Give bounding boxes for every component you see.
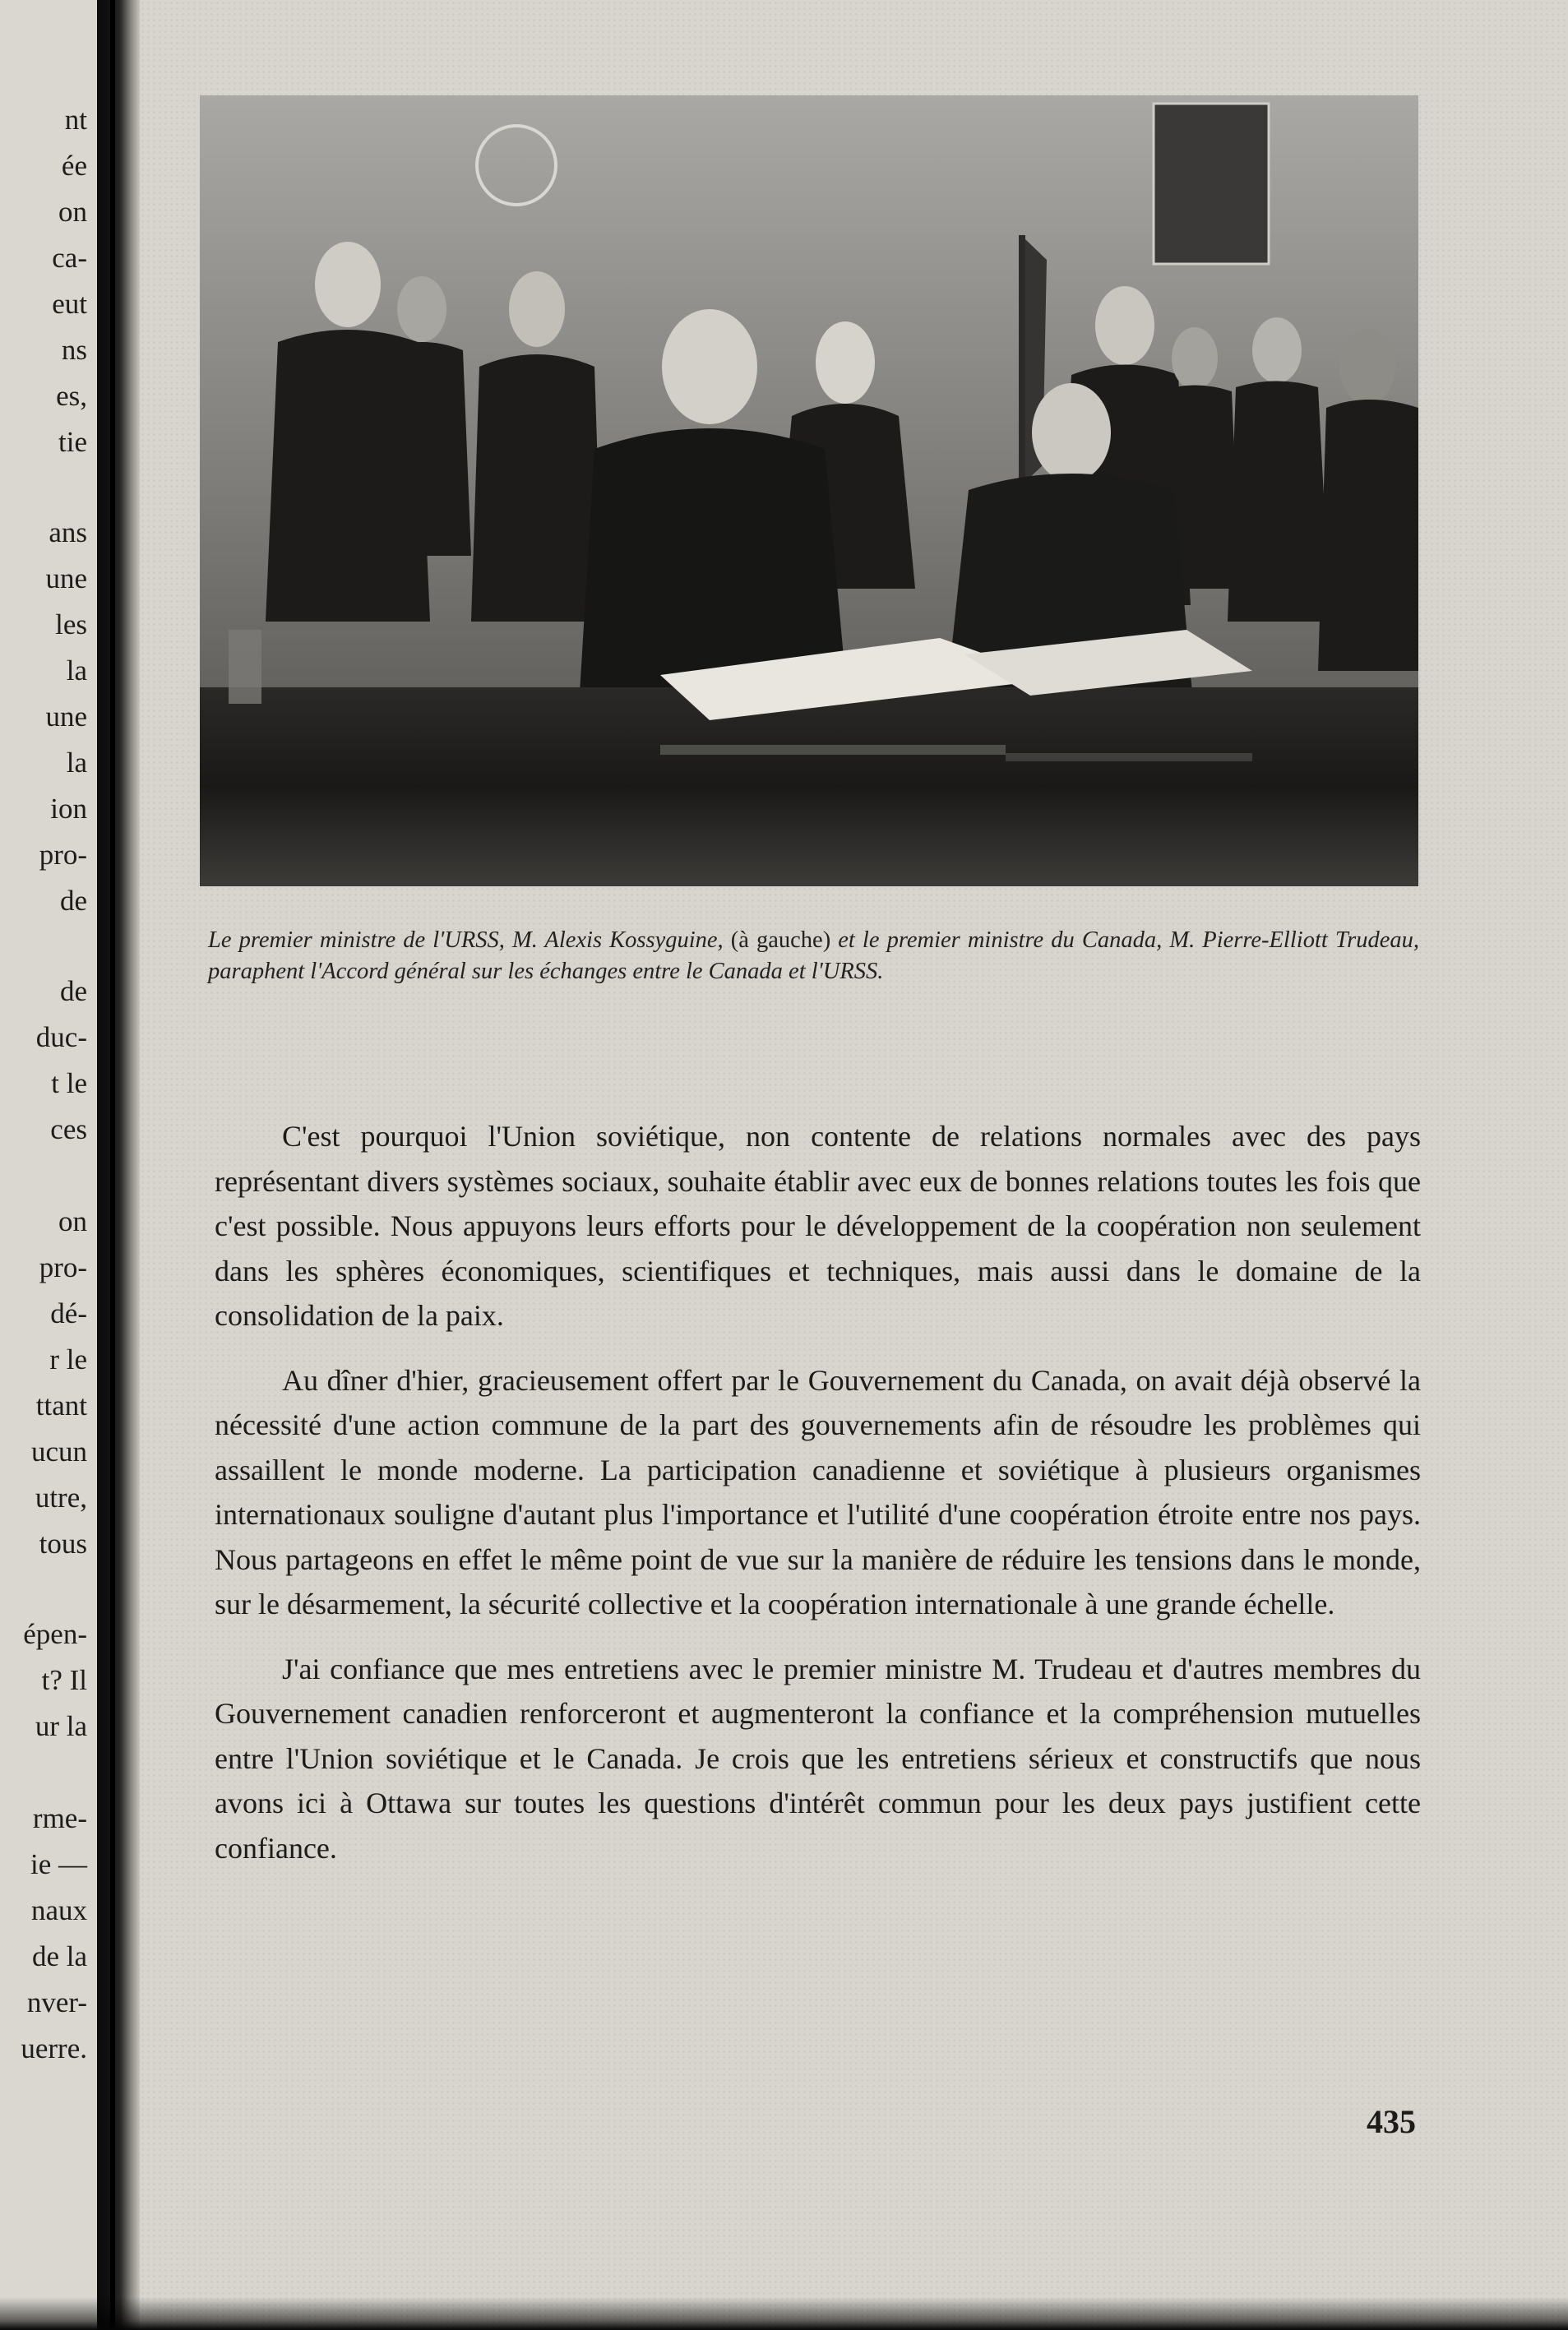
photo-caption xyxy=(208,925,1419,987)
left-page-fragment: r le xyxy=(49,1343,87,1375)
left-page-fragment: t le xyxy=(51,1067,87,1099)
left-page-fragment: utre, xyxy=(35,1482,87,1514)
signing-photograph xyxy=(200,95,1418,886)
left-page-fragment: ns xyxy=(61,334,87,366)
left-page-fragment: de la xyxy=(31,1940,87,1972)
body-text xyxy=(215,1114,1421,1890)
conference-table xyxy=(200,687,1418,886)
left-page-fragment: de xyxy=(59,885,87,917)
wall-painting xyxy=(1154,104,1269,264)
left-page-fragment: ie — xyxy=(30,1848,87,1880)
bottom-edge-shadow xyxy=(0,2297,1568,2330)
water-glass xyxy=(229,630,261,704)
left-page-fragment: pro- xyxy=(39,1251,87,1283)
left-page-fragment: dé- xyxy=(50,1297,87,1329)
left-page-fragment: épen- xyxy=(23,1618,87,1650)
left-page-fragment: pro- xyxy=(39,839,87,871)
left-page-fragment: duc- xyxy=(35,1021,87,1053)
photo-illustration xyxy=(200,95,1418,886)
left-page-fragment: uerre. xyxy=(21,2032,87,2064)
left-page-fragment: naux xyxy=(30,1894,87,1926)
left-page-fragment: nver- xyxy=(26,1986,87,2018)
left-page-fragment: ée xyxy=(61,150,87,182)
left-page-fragment: la xyxy=(66,654,87,687)
caption-part3: et le premier ministre du Canada, M. Pierre-Elliott Trudeau, paraphent l'Accord général sur les échanges entre le Canada et l'URSS. xyxy=(208,927,1420,984)
left-page-fragment: ucun xyxy=(30,1435,87,1468)
left-page-fragment: nt xyxy=(64,104,87,136)
left-page-fragment: une xyxy=(45,700,87,733)
left-page-fragment: les xyxy=(55,608,87,640)
page-number: 435 xyxy=(1367,2103,1416,2140)
left-page-fragment: es, xyxy=(56,380,87,412)
caption-part2: (à gauche) xyxy=(730,927,831,953)
caption-part1: Le premier ministre de l'URSS, M. Alexis Kossyguine, xyxy=(208,927,724,953)
left-page-fragment: tie xyxy=(58,426,87,458)
body-paragraph-2: Au dîner d'hier, gracieusement offert par le Gouvernement du Canada, on avait déjà observé la nécessité d'une action commune de la part des gouvernements afin de résoudre les problèmes qui assaillent le monde moderne. La participation canadienne et soviétique à plusieurs organismes internationaux souligne d'autant plus l'importance et l'utilité d'une coopération étroite entre nos pays. Nous partageons en effet le même point de vue sur la manière de réduire les tensions dans le monde, sur le désarmement, la sécurité collective et la coopération internationale à une grande échelle. xyxy=(215,1363,1421,1620)
left-page-fragment: ion xyxy=(50,793,87,825)
left-page-fragment: ttant xyxy=(35,1389,87,1422)
left-page-fragment: rme- xyxy=(32,1802,87,1834)
body-paragraph-1: C'est pourquoi l'Union soviétique, non contente de relations normales avec des pays représentant divers systèmes sociaux, souhaite établir avec eux de bonnes relations toutes les fois que c'est possible. Nous appuyons leurs efforts pour le développement de la coopération non seulement dans les sphères économiques, scientifiques et techniques, mais aussi dans le domaine de la consolidation de la paix. xyxy=(215,1120,1421,1332)
left-page-fragment: ca- xyxy=(52,242,87,274)
left-page-fragment: eut xyxy=(52,288,87,320)
left-page-fragment: la xyxy=(66,747,87,779)
left-page-margin xyxy=(0,0,97,2330)
left-page-fragment: ur la xyxy=(35,1710,87,1742)
left-page-fragment: ces xyxy=(50,1113,87,1145)
left-page-fragment: on xyxy=(58,1205,87,1237)
body-paragraph-3: J'ai confiance que mes entretiens avec le premier ministre M. Trudeau et d'autres membres du Gouvernement canadien renforceront et augmenteront la confiance et la compréhension mutuelles entre l'Union soviétique et le Canada. Je crois que les entretiens sérieux et constructifs que nous avons ici à Ottawa sur toutes les questions d'intérêt commun pour les deux pays justifient cette confiance. xyxy=(215,1652,1421,1865)
book-spine-gutter xyxy=(97,0,140,2330)
left-page-fragment: t? Il xyxy=(41,1664,87,1696)
left-page-fragment: ans xyxy=(49,516,87,548)
left-page-fragment: une xyxy=(45,562,87,594)
left-page-fragment: de xyxy=(59,975,87,1007)
left-page-fragment: on xyxy=(58,196,87,228)
left-page-fragment: tous xyxy=(39,1528,87,1560)
